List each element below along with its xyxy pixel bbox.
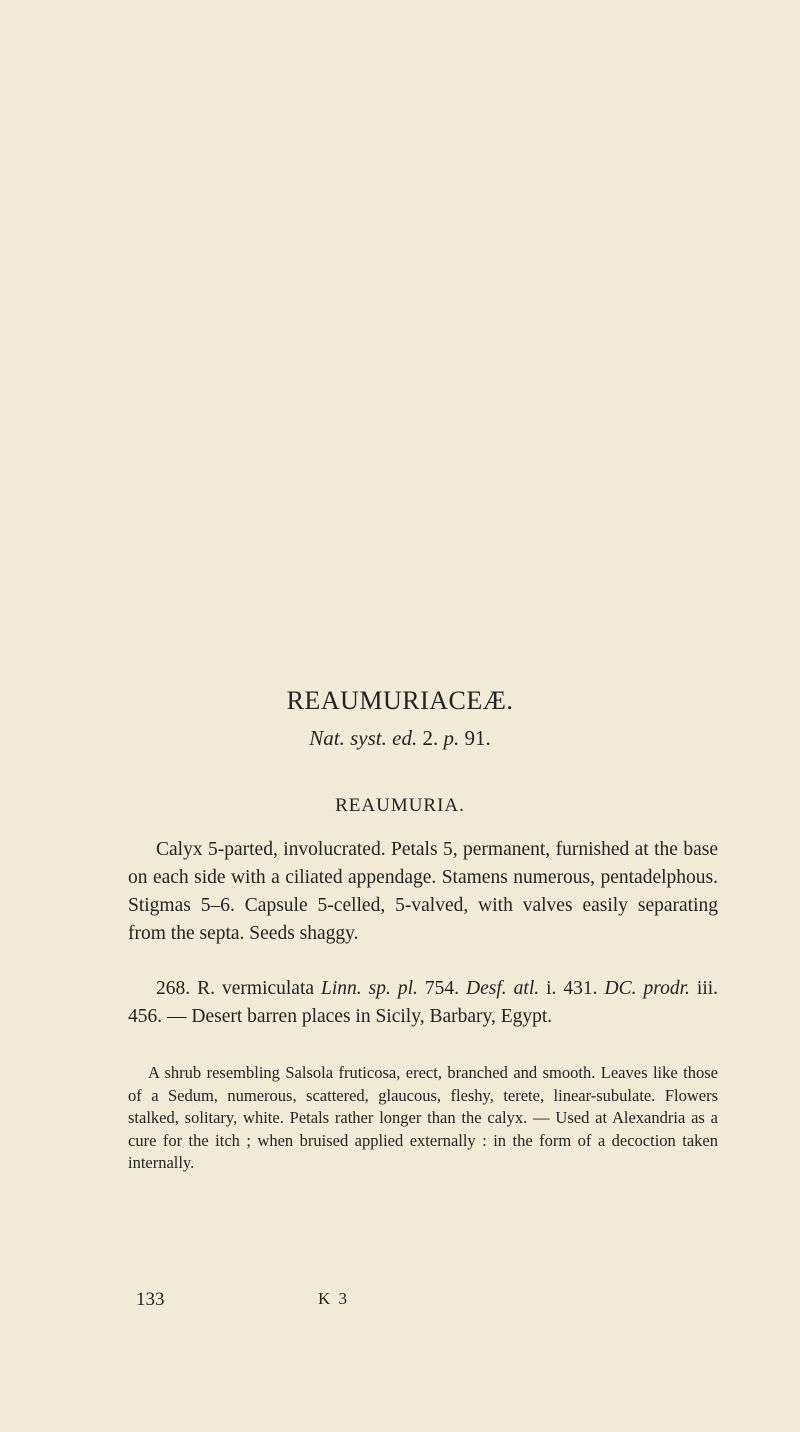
order-ref-page: 91. — [464, 726, 491, 750]
species-ref-2-page: i. 431. — [546, 978, 598, 999]
species-ref-3-page: iii. 456. — [128, 978, 719, 1027]
signature-mark: K 3 — [318, 1289, 350, 1308]
order-ref-prefix: Nat. syst. ed. — [309, 726, 418, 750]
species-ref-3: DC. prodr. — [604, 978, 690, 999]
species-name: vermiculata — [222, 978, 315, 999]
genus-description: Calyx 5-parted, involucrated. Petals 5, permanent, furnished at the base on each side with a ciliated appendage. Stamens numerous, pentadelphous. Stigmas 5–6. Capsule 5-celled, 5-valved, with valves easily separating from the septa. Seeds shaggy. — [128, 839, 718, 944]
genus-title: REAUMURIA. — [335, 795, 465, 816]
species-ref-2: Desf. atl. — [466, 978, 540, 999]
species-note: A shrub resembling Salsola fruticosa, erect, branched and smooth. Leaves like those of a Sedum, numerous, scattered, glaucous, fleshy, terete, linear-subulate. Flowers stalked, solitary, white. Petals rather longer than the calyx. — Used at Alexandria as a cure for the itch ; when bruised applied externally : in the form of a decoction taken internally. — [128, 1063, 718, 1172]
order-title: REAUMURIACEÆ. — [286, 686, 514, 715]
order-reference — [0, 726, 800, 751]
page-number: 133 — [136, 1289, 165, 1310]
species-habitat: — Desert barren places in Sicily, Barbary, Egypt. — [167, 1006, 553, 1027]
species-entry — [128, 975, 718, 1031]
order-ref-edition: 2. — [422, 726, 439, 750]
species-ref-1-page: 754. — [424, 978, 460, 999]
species-ref-1: Linn. sp. pl. — [321, 978, 418, 999]
species-number: 268. R. — [156, 978, 215, 999]
order-ref-page-label: p. — [443, 726, 460, 750]
